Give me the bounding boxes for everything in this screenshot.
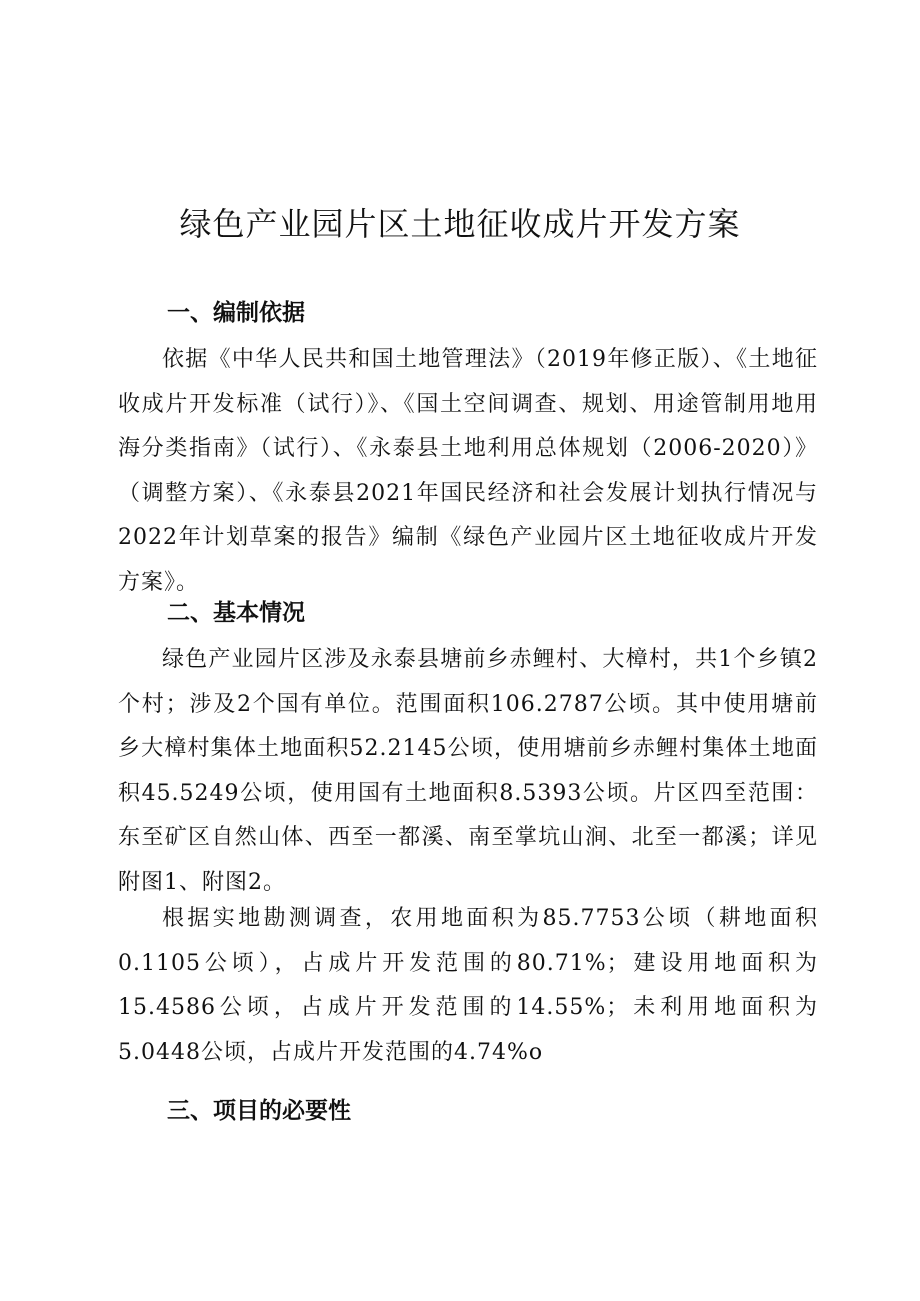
section-heading-basic-situation: 二、基本情况 — [167, 600, 305, 626]
document-title: 绿色产业园片区土地征收成片开发方案 — [179, 205, 741, 243]
paragraph-basis: 依据《中华人民共和国土地管理法》（2019年修正版）、《土地征收成片开发标准（试行）》、《国土空间调查、规划、用途管制用地用海分类指南》（试行）、《永泰县土地利用总体规划（2006-2020）》（调整方案）、《永泰县2021年国民经济和社会发展计划执行情况与2022年计划草案的报告》编制《绿色产业园片区土地征收成片开发方案》。 — [118, 347, 818, 595]
section-heading-basis: 一、编制依据 — [167, 300, 305, 326]
paragraph-scope: 绿色产业园片区涉及永泰县塘前乡赤鲤村、大樟村，共1个乡镇2个村；涉及2个国有单位。范围面积106.2787公顷。其中使用塘前乡大樟村集体土地面积52.2145公顷，使用塘前乡赤鲤村集体土地面积45.5249公顷，使用国有土地面积8.5393公顷。片区四至范围：东至矿区自然山体、西至一都溪、南至掌坑山涧、北至一都溪；详见附图1、附图2。 — [118, 647, 818, 895]
paragraph-land-survey: 根据实地勘测调查，农用地面积为85.7753公顷（耕地面积0.1105公顷），占成片开发范围的80.71%；建设用地面积为15.4586公顷，占成片开发范围的14.55%；未利用地面积为5.0448公顷，占成片开发范围的4.74%o — [118, 906, 818, 1065]
section-heading-necessity: 三、项目的必要性 — [167, 1098, 351, 1124]
